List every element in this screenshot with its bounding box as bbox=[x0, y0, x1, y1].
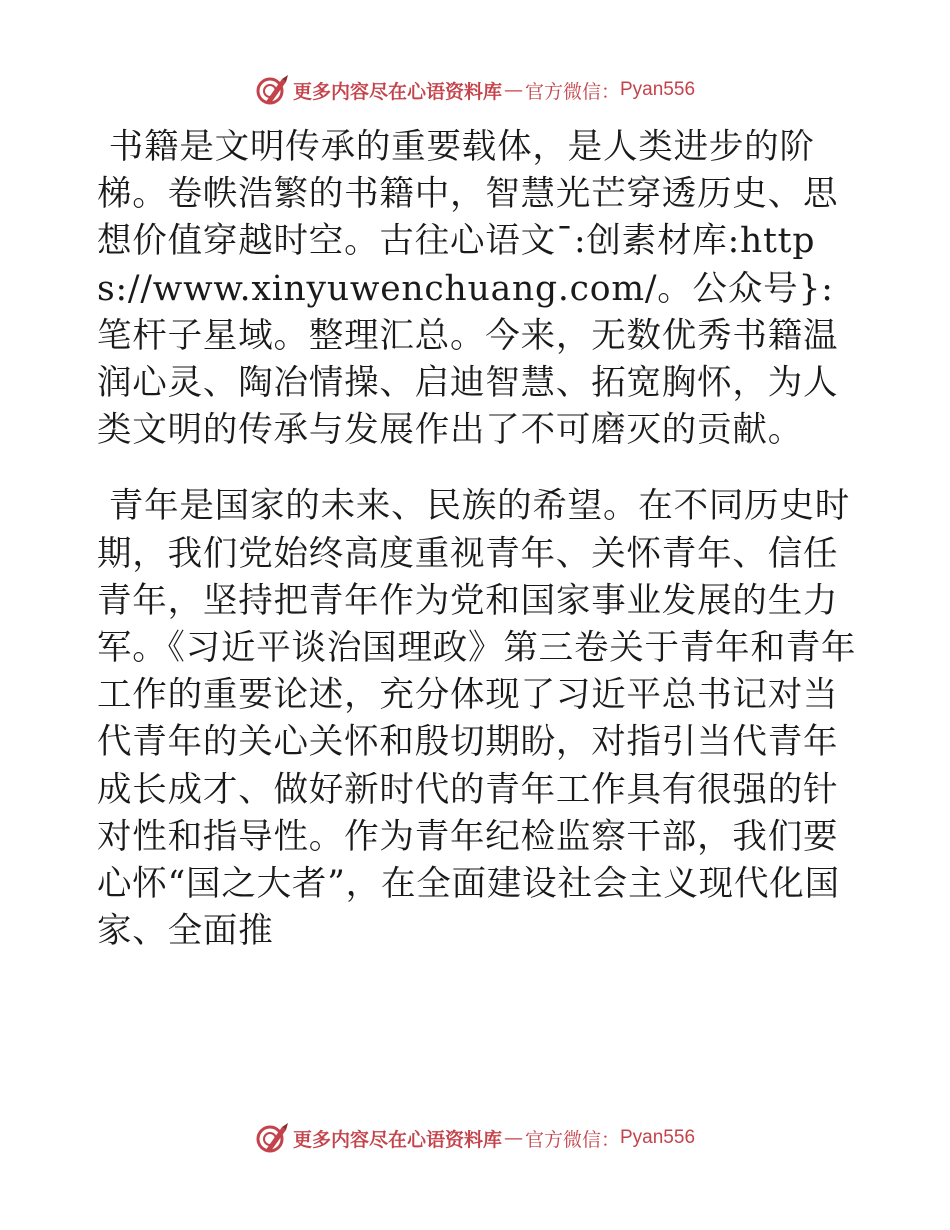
quill-pen-logo-icon bbox=[255, 1121, 289, 1155]
header-watermark-banner bbox=[0, 72, 950, 108]
paragraph-books: 书籍是文明传承的重要载体，是人类进步的阶梯。卷帙浩繁的书籍中，智慧光芒穿透历史、思想价值穿越时空。古往心语文¯:创素材库:https://www.xinyuwenchuang.com/。公众号}: 笔杆子星域。整理汇总。今来，无数优秀书籍温润心灵、陶冶情操、启迪智慧、拓宽胸怀，为人类文明的传承与发展作出了不可磨灭的贡献。 bbox=[97, 127, 846, 451]
site-name: 更多内容尽在心语资料库 bbox=[292, 1128, 502, 1151]
wechat-label: 官方微信： bbox=[524, 80, 620, 103]
document-body bbox=[97, 124, 857, 955]
wechat-id: Pyan556 bbox=[620, 1127, 696, 1148]
site-name: 更多内容尽在心语资料库 bbox=[292, 80, 502, 103]
paragraph-youth: 青年是国家的未来、民族的希望。在不同历史时期，我们党始终高度重视青年、关怀青年、信任青年，坚持把青年作为党和国家事业发展的生力军。《习近平谈治国理政》第三卷关于青年和青年工作的重要论述，充分体现了习近平总书记对当代青年的关心关怀和殷切期盼，对指引当代青年成长成才、做好新时代的青年工作具有很强的针对性和指导性。作为青年纪检监察干部，我们要心怀“国之大者”，在全面建设社会主义现代化国家、全面推 bbox=[97, 486, 857, 952]
footer-watermark-banner bbox=[0, 1120, 950, 1156]
wechat-label: 官方微信： bbox=[524, 1128, 620, 1151]
wechat-id: Pyan556 bbox=[620, 79, 696, 100]
quill-pen-logo-icon bbox=[255, 73, 289, 107]
banner-separator: — bbox=[503, 79, 523, 101]
banner-separator: — bbox=[503, 1127, 523, 1149]
